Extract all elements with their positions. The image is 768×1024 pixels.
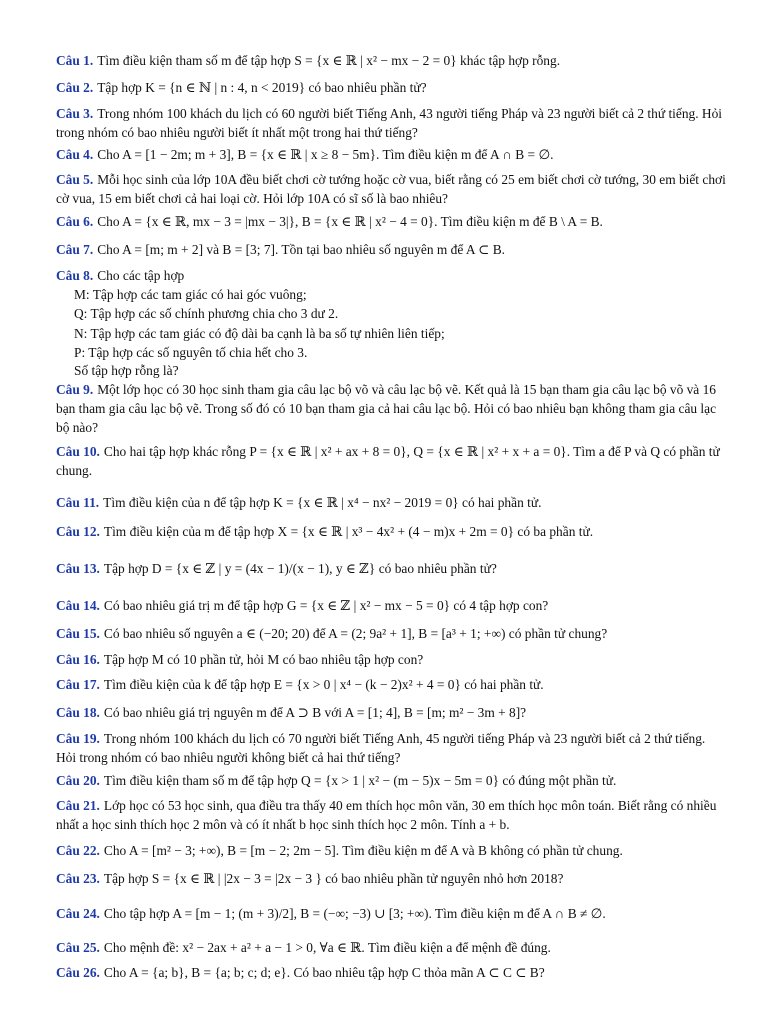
question-3 [56, 104, 726, 142]
question-number: Câu 9. [56, 382, 94, 397]
question-number: Câu 2. [56, 80, 94, 95]
question-22 [56, 841, 726, 860]
question-23 [56, 869, 726, 888]
question-number: Câu 4. [56, 147, 94, 162]
question-text: Cho A = [1 − 2m; m + 3], B = {x ∈ ℝ | x ≥ 8 − 5m}. Tìm điều kiện m để A ∩ B = ∅. [97, 147, 554, 162]
question-text: Có bao nhiêu giá trị nguyên m để A ⊃ B với A = [1; 4], B = [m; m² − 3m + 8]? [103, 705, 527, 720]
question-13 [56, 559, 726, 578]
question-10 [56, 442, 726, 480]
question-8 [56, 266, 726, 285]
question-text: Trong nhóm 100 khách du lịch có 70 người biết Tiếng Anh, 45 người tiếng Pháp và 23 người biết cả 2 thứ tiếng. Hỏi trong nhóm có bao nhiêu người không biết cả hai thứ tiếng? [56, 731, 706, 765]
question-number: Câu 15. [56, 626, 100, 641]
question-2 [56, 78, 726, 97]
question-21 [56, 796, 726, 834]
question-number: Câu 14. [56, 598, 100, 613]
question-text: Tập hợp K = {n ∈ ℕ | n : 4, n < 2019} có bao nhiêu phần tử? [97, 80, 427, 95]
question-number: Câu 21. [56, 798, 100, 813]
question-number: Câu 16. [56, 652, 100, 667]
question-text: Tìm điều kiện tham số m để tập hợp Q = {x > 1 | x² − (m − 5)x − 5m = 0} có đúng một phần tử. [103, 773, 617, 788]
question-text: Cho mệnh đề: x² − 2ax + a² + a − 1 > 0, ∀a ∈ ℝ. Tìm điều kiện a để mệnh đề đúng. [103, 940, 551, 955]
question-number: Câu 19. [56, 731, 100, 746]
question-26 [56, 963, 726, 982]
question-text: Cho A = [m² − 3; +∞), B = [m − 2; 2m − 5]. Tìm điều kiện m để A và B không có phần tử chung. [103, 843, 623, 858]
question-number: Câu 22. [56, 843, 100, 858]
question-25 [56, 938, 726, 957]
question-number: Câu 5. [56, 172, 94, 187]
question-14 [56, 596, 726, 615]
question-number: Câu 20. [56, 773, 100, 788]
question-19 [56, 729, 726, 767]
set-item-q: Q: Tập hợp các số chính phương chia cho 3 dư 2. [74, 306, 339, 321]
question-number: Câu 11. [56, 495, 100, 510]
question-16 [56, 650, 726, 669]
question-number: Câu 1. [56, 53, 94, 68]
question-text: Tìm điều kiện của k để tập hợp E = {x > 0 | x⁴ − (k − 2)x² + 4 = 0} có hai phần tử. [103, 677, 544, 692]
question-number: Câu 3. [56, 106, 94, 121]
question-text: Tìm điều kiện tham số m để tập hợp S = {x ∈ ℝ | x² − mx − 2 = 0} khác tập hợp rỗng. [97, 53, 561, 68]
question-1 [56, 51, 726, 70]
set-item-p: P: Tập hợp các số nguyên tố chia hết cho 3. [74, 345, 308, 360]
question-text: Cho các tập hợp [97, 268, 185, 283]
set-item-n: N: Tập hợp các tam giác có độ dài ba cạnh là ba số tự nhiên liên tiếp; [74, 326, 445, 341]
question-number: Câu 18. [56, 705, 100, 720]
question-number: Câu 26. [56, 965, 100, 980]
question-number: Câu 7. [56, 242, 94, 257]
question-text: Trong nhóm 100 khách du lịch có 60 người biết Tiếng Anh, 43 người tiếng Pháp và 23 người biết cả 2 thứ tiếng. Hỏi trong nhóm có bao nhiêu người biết ít nhất một trong hai thứ tiếng? [56, 106, 723, 140]
question-7 [56, 240, 726, 259]
question-text: Tập hợp M có 10 phần tử, hỏi M có bao nhiêu tập hợp con? [103, 652, 424, 667]
question-text: Cho tập hợp A = [m − 1; (m + 3)/2], B = (−∞; −3) ∪ [3; +∞). Tìm điều kiện m để A ∩ B ≠ ∅. [103, 906, 606, 921]
question-text: Cho A = [m; m + 2] và B = [3; 7]. Tồn tại bao nhiêu số nguyên m để A ⊂ B. [97, 242, 506, 257]
question-15 [56, 624, 726, 643]
set-item-m: M: Tập hợp các tam giác có hai góc vuông; [74, 287, 307, 302]
question-number: Câu 23. [56, 871, 100, 886]
question-12 [56, 522, 726, 541]
question-6 [56, 212, 726, 231]
question-24 [56, 904, 726, 923]
question-20 [56, 771, 726, 790]
question-number: Câu 24. [56, 906, 100, 921]
question-11 [56, 493, 726, 512]
question-number: Câu 8. [56, 268, 94, 283]
question-text: Cho A = {x ∈ ℝ, mx − 3 = |mx − 3|}, B = {x ∈ ℝ | x² − 4 = 0}. Tìm điều kiện m để B \ A = B. [97, 214, 603, 229]
question-18 [56, 703, 726, 722]
question-9 [56, 380, 726, 437]
question-17 [56, 675, 726, 694]
question-text: Tìm điều kiện của n để tập hợp K = {x ∈ ℝ | x⁴ − nx² − 2019 = 0} có hai phần tử. [103, 495, 542, 510]
question-text: Cho A = {a; b}, B = {a; b; c; d; e}. Có bao nhiêu tập hợp C thỏa mãn A ⊂ C ⊂ B? [103, 965, 545, 980]
question-number: Câu 25. [56, 940, 100, 955]
question-number: Câu 10. [56, 444, 100, 459]
question-number: Câu 12. [56, 524, 100, 539]
question-4 [56, 145, 726, 164]
question-text: Tập hợp D = {x ∈ ℤ | y = (4x − 1)/(x − 1), y ∈ ℤ} có bao nhiêu phần tử? [103, 561, 497, 576]
question-text: Lớp học có 53 học sinh, qua điều tra thấy 40 em thích học môn văn, 30 em thích học môn toán. Biết rằng có nhiều nhất a học sinh thích học 2 môn và có ít nhất b học sinh thích học 2 môn. Tính a + b. [56, 798, 717, 832]
question-number: Câu 13. [56, 561, 100, 576]
question-text: Có bao nhiêu giá trị m để tập hợp G = {x ∈ ℤ | x² − mx − 5 = 0} có 4 tập hợp con? [103, 598, 549, 613]
question-text: Tìm điều kiện của m để tập hợp X = {x ∈ ℝ | x³ − 4x² + (4 − m)x + 2m = 0} có ba phần tử. [103, 524, 594, 539]
question-text: Có bao nhiêu số nguyên a ∈ (−20; 20) để A = (2; 9a² + 1], B = [a³ + 1; +∞) có phần tử chung? [103, 626, 608, 641]
question-text: Cho hai tập hợp khác rỗng P = {x ∈ ℝ | x² + ax + 8 = 0}, Q = {x ∈ ℝ | x² + x + a = 0}. Tìm a để P và Q có phần tử chung. [56, 444, 720, 478]
set-question: Số tập hợp rỗng là? [74, 363, 179, 378]
question-number: Câu 17. [56, 677, 100, 692]
question-text: Tập hợp S = {x ∈ ℝ | |2x − 3 = |2x − 3 } có bao nhiêu phần tử nguyên nhỏ hơn 2018? [103, 871, 564, 886]
question-number: Câu 6. [56, 214, 94, 229]
question-5 [56, 170, 726, 208]
question-text: Một lớp học có 30 học sinh tham gia câu lạc bộ võ và câu lạc bộ vẽ. Kết quả là 15 bạn tham gia câu lạc bộ võ và 16 bạn tham gia câu lạc bộ vẽ. Trong số đó có 10 bạn tham gia cả hai câu lạc bộ. Hỏi có bao nhiêu bạn không tham gia câu lạc bộ nào? [56, 382, 717, 435]
question-text: Mỗi học sinh của lớp 10A đều biết chơi cờ tướng hoặc cờ vua, biết rằng có 25 em biết chơi cờ tướng, 30 em biết chơi cờ vua, 15 em biết chơi cả hai loại cờ. Hỏi lớp 10A có sĩ số là bao nhiêu? [56, 172, 726, 206]
